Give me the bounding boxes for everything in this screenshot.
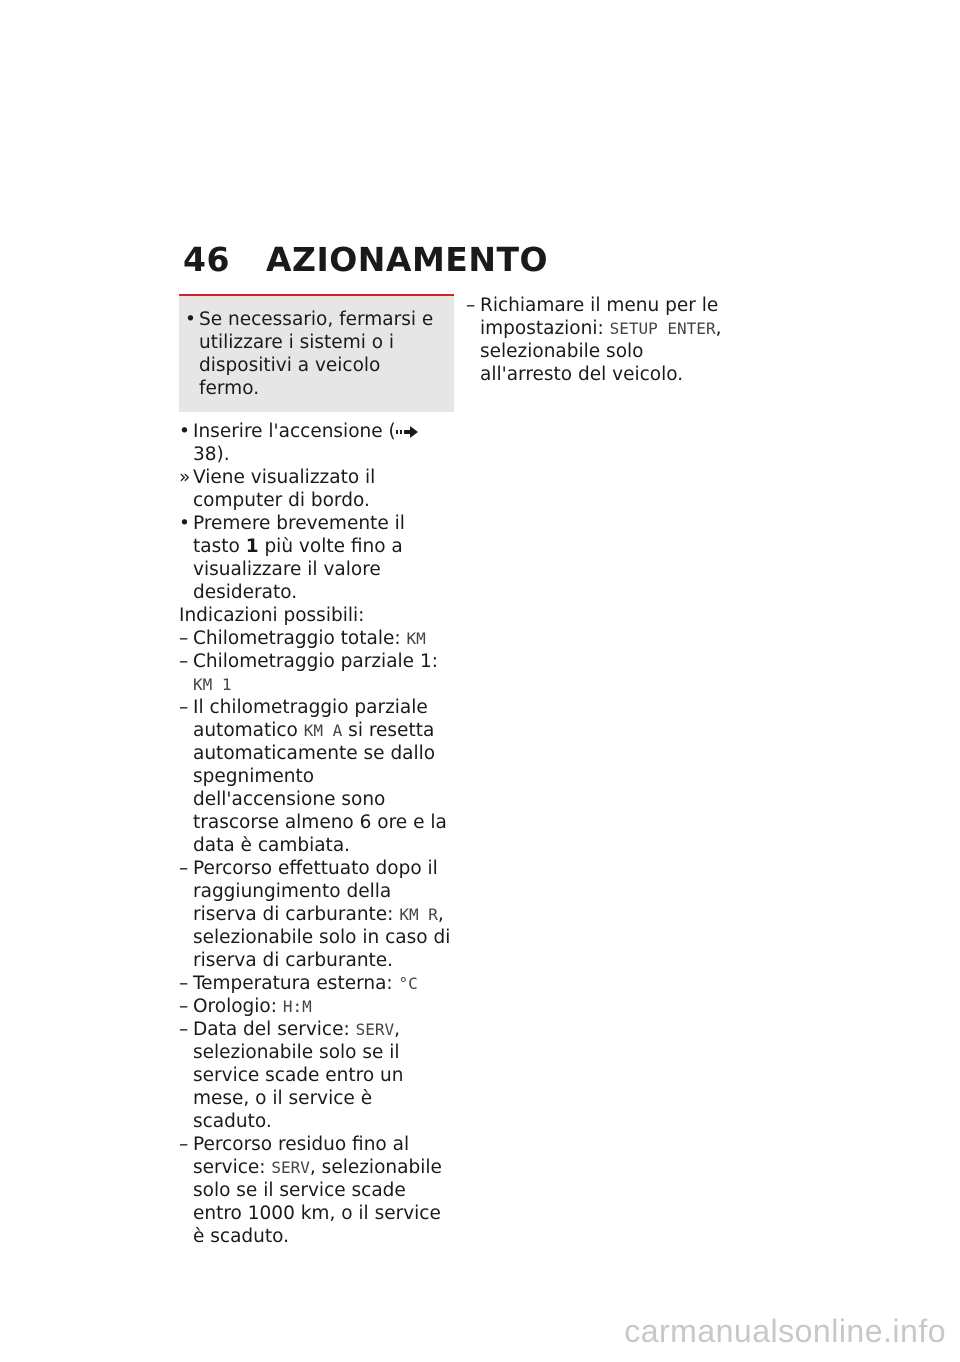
- bullet-icon: •: [179, 421, 190, 442]
- display-code: SERV: [271, 1158, 310, 1177]
- display-code: SERV: [355, 1020, 395, 1039]
- list-item-text-post: , selezionabile solo se il service scade entro un mese, o il service è scaduto.: [193, 1019, 404, 1132]
- dash-icon: –: [466, 295, 476, 316]
- list-item: [466, 294, 736, 386]
- list-item: [179, 627, 454, 650]
- dash-icon: –: [179, 973, 189, 994]
- list-item-text: Orologio:: [193, 996, 283, 1017]
- list-item-text: Percorso residuo fino al service:: [193, 1134, 410, 1178]
- display-code: SETUP ENTER: [609, 319, 716, 338]
- list-item: [179, 857, 454, 972]
- indications-list: [179, 627, 454, 1248]
- result-arrow-icon: »: [179, 467, 191, 488]
- list-item-text: Data del service:: [193, 1019, 356, 1040]
- list-item-text: Percorso effettuato dopo il raggiungimento della riserva di carburante:: [193, 858, 438, 925]
- display-code: KM: [406, 629, 426, 648]
- dash-icon: –: [179, 1134, 189, 1155]
- list-item-text-post: , selezionabile solo se il service scade entro 1000 km, o il service è scaduto.: [193, 1157, 442, 1247]
- display-code: H:M: [282, 997, 312, 1016]
- step-button-post: più volte fino a visualizzare il valore desiderato.: [193, 536, 403, 603]
- list-item: [179, 1018, 454, 1133]
- dash-icon: –: [179, 858, 189, 879]
- list-item-text: Temperatura esterna:: [193, 973, 399, 994]
- bullet-icon: •: [179, 513, 190, 534]
- list-item: [179, 650, 454, 696]
- list-item-text: Chilometraggio parziale 1:: [193, 651, 438, 672]
- result-computer: [179, 466, 454, 512]
- list-item-text-post: si resetta automaticamente se dallo spegnimento dell'accensione sono trascorse almeno 6 ore e la data è cambiata.: [193, 720, 447, 856]
- left-column: [179, 294, 454, 1248]
- step-ignition-end: ).: [216, 444, 230, 465]
- dash-icon: –: [179, 1019, 189, 1040]
- list-item: [179, 995, 454, 1018]
- step-ignition-text: Inserire l'accensione (: [193, 421, 396, 442]
- page-reference[interactable]: 38: [193, 444, 217, 465]
- page-number: 46: [183, 240, 230, 279]
- button-key-label: 1: [245, 536, 259, 557]
- right-column: [466, 294, 736, 386]
- step-button-pre: Premere brevemente il tasto: [193, 513, 405, 557]
- dash-icon: –: [179, 996, 189, 1017]
- list-item-text: Chilometraggio totale:: [193, 628, 407, 649]
- list-item-text: Il chilometraggio parziale automatico: [193, 697, 428, 741]
- list-item: [179, 972, 454, 995]
- step-button: [179, 512, 454, 604]
- bullet-icon: •: [185, 309, 196, 330]
- list-item: [179, 1133, 454, 1248]
- display-code: KM 1: [193, 675, 232, 694]
- list-item-text-post: , selezionabile solo in caso di riserva di carburante.: [193, 904, 451, 971]
- page-header: [183, 240, 548, 279]
- step-ignition: [179, 420, 454, 466]
- note-text: Se necessario, fermarsi e utilizzare i sistemi o i dispositivi a veicolo fermo.: [199, 309, 434, 399]
- list-item: [179, 696, 454, 857]
- note-item: [185, 308, 446, 400]
- dash-icon: –: [179, 651, 189, 672]
- display-code: KM A: [303, 721, 343, 740]
- safety-note: [179, 294, 454, 412]
- result-computer-text: Viene visualizzato il computer di bordo.: [193, 467, 376, 511]
- watermark: carmanualsonline.info: [624, 1313, 946, 1349]
- list-item-text: Richiamare il menu per le impostazioni:: [480, 295, 719, 339]
- arrow-reference-icon: [396, 426, 420, 438]
- indications-heading: Indicazioni possibili:: [179, 605, 365, 626]
- display-code: KM R: [399, 905, 438, 924]
- chapter-title: AZIONAMENTO: [266, 240, 549, 279]
- list-item-text-post: , selezionabile solo all'arresto del veicolo.: [480, 318, 722, 385]
- dash-icon: –: [179, 628, 189, 649]
- display-code: °C: [398, 974, 418, 993]
- dash-icon: –: [179, 697, 189, 718]
